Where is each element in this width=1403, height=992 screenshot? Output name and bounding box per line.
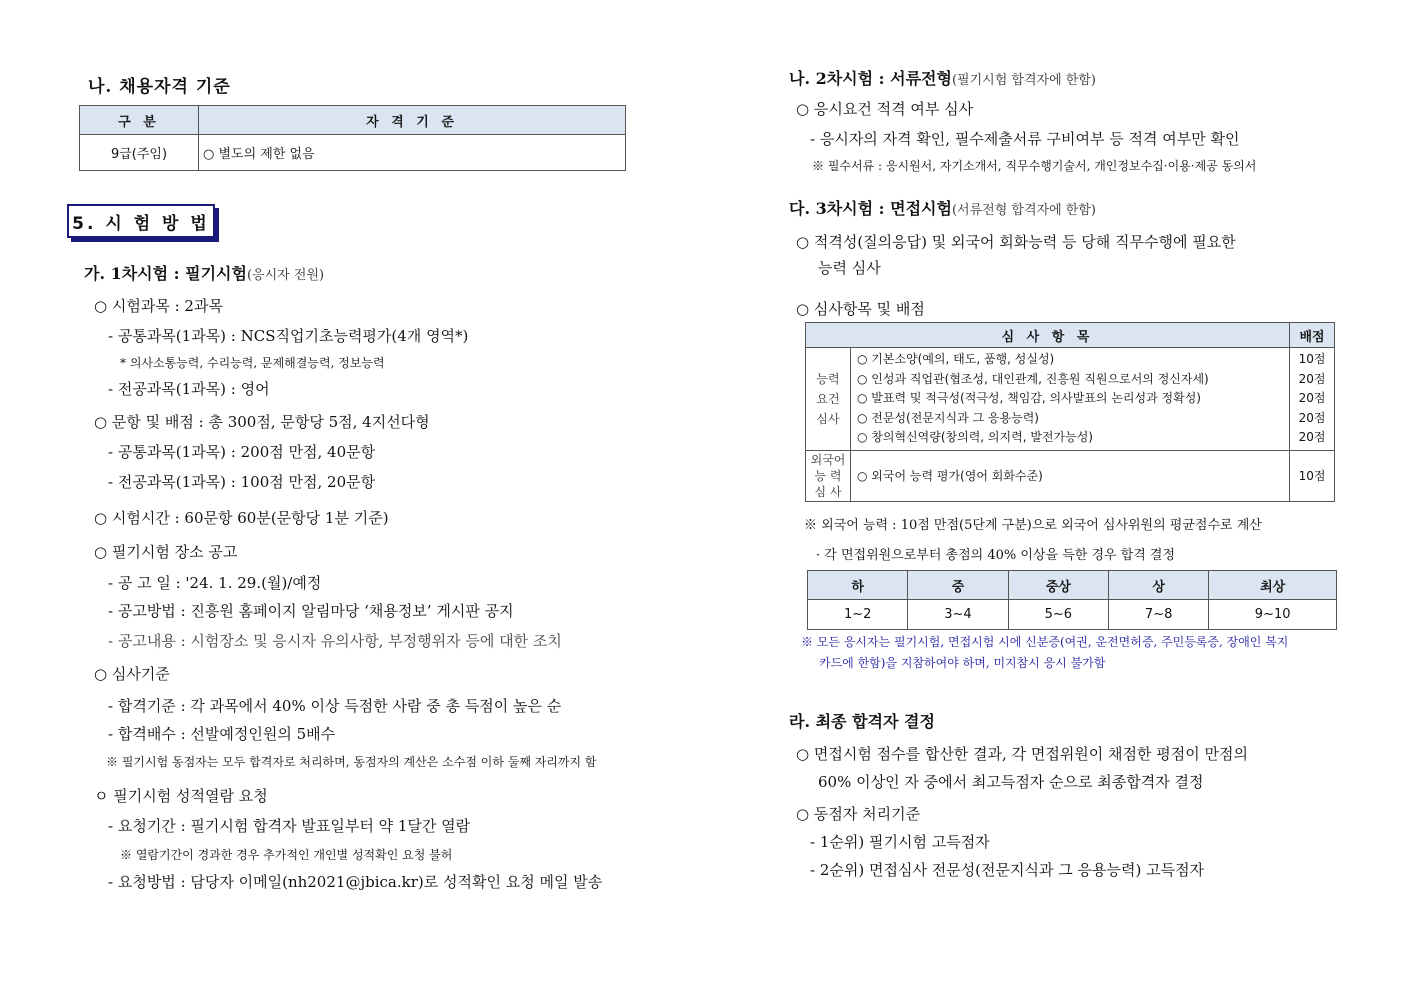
score-value: 10점 [1290, 450, 1335, 501]
list-item: - 요청기간 : 필기시험 합격자 발표일부터 약 1달간 열람 [108, 817, 471, 835]
score-value: 20점 [1298, 410, 1326, 425]
stage3-title-main: 다. 3차시험 : 면접시험 [789, 199, 952, 218]
list-item: - 전공과목(1과목) : 영어 [108, 380, 270, 398]
qual-col-header-criteria: 자 격 기 준 [199, 106, 626, 135]
stage1-title-main: 가. 1차시험 : 필기시험 [84, 264, 247, 283]
list-item: ○ 문항 및 배점 : 총 300점, 문항당 5점, 4지선다형 [94, 413, 430, 431]
stage2-title-main: 나. 2차시험 : 서류전형 [789, 69, 952, 88]
qualification-table [79, 105, 626, 171]
list-item: - 공고방법 : 진흥원 홈페이지 알림마당 ‘채용정보’ 게시판 공지 [108, 602, 514, 620]
qual-criteria-cell: ○ 별도의 제한 없음 [199, 135, 626, 171]
table-row [808, 600, 1337, 630]
table-row [806, 450, 1335, 501]
score-item: ○ 발표력 및 적극성(적극성, 책임감, 의사발표의 논리성과 정확성) [857, 391, 1201, 406]
stage3-title-sub: (서류전형 합격자에 한함) [951, 203, 1096, 218]
final-title: 라. 최종 합격자 결정 [789, 712, 935, 731]
score-group-label: 능력 요건 심사 [806, 348, 851, 451]
stage3-title [789, 196, 1096, 219]
score-value: 10점 [1298, 352, 1326, 366]
list-item: - 전공과목(1과목) : 100점 만점, 20문항 [108, 473, 376, 491]
score-col-header-points: 배점 [1290, 323, 1335, 348]
grade-table [807, 570, 1337, 630]
qual-col-header-category: 구 분 [80, 106, 199, 135]
grade-header: 중 [908, 571, 1008, 600]
list-item: - 2순위) 면접심사 전문성(전문지식과 그 응용능력) 고득점자 [810, 861, 1205, 879]
table-row [80, 135, 626, 171]
list-item: ※ 필수서류 : 응시원서, 자기소개서, 직무수행기술서, 개인정보수집·이용·제공 동의서 [812, 159, 1257, 173]
list-item: ○ 적격성(질의응답) 및 외국어 회화능력 등 당해 직무수행에 필요한 [796, 233, 1236, 251]
list-item: ○ 심사항목 및 배점 [796, 300, 925, 318]
score-item: ○ 기본소양(예의, 태도, 품행, 성실성) [857, 352, 1055, 366]
grade-header: 중상 [1008, 571, 1108, 600]
list-item: ㅇ 필기시험 성적열람 요청 [94, 787, 268, 805]
grade-value: 5~6 [1008, 600, 1108, 630]
score-value: 20점 [1298, 371, 1326, 386]
stage2-title [789, 66, 1096, 89]
list-item: - 1순위) 필기시험 고득점자 [810, 833, 990, 851]
list-item: ○ 시험시간 : 60문항 60분(문항당 1분 기준) [94, 509, 389, 527]
score-item: ○ 인성과 직업관(협조성, 대인관계, 진흥원 직원으로서의 정신자세) [857, 371, 1209, 386]
score-item: ○ 외국어 능력 평가(영어 회화수준) [851, 450, 1290, 501]
score-value: 20점 [1298, 391, 1326, 406]
score-item: ○ 전문성(전문지식과 그 응용능력) [857, 410, 1039, 425]
score-value: 20점 [1298, 430, 1326, 445]
list-item: - 공고내용 : 시험장소 및 응시자 유의사항, 부정행위자 등에 대한 조치 [108, 632, 562, 650]
grade-value: 7~8 [1108, 600, 1208, 630]
score-group-label: 외국어 능 력 심 사 [806, 450, 851, 501]
id-warning-line1: ※ 모든 응시자는 필기시험, 면접시험 시에 신분증(여권, 운전면허증, 주민등록증, 장애인 복지 [801, 635, 1289, 649]
score-item: ○ 창의혁신역량(창의력, 의지력, 발전가능성) [857, 430, 1093, 445]
list-item: - 응시자의 자격 확인, 필수제출서류 구비여부 등 적격 여부만 확인 [810, 130, 1240, 148]
list-item: - 공통과목(1과목) : NCS직업기초능력평가(4개 영역*) [108, 327, 469, 345]
list-item: - 합격기준 : 각 과목에서 40% 이상 득점한 사람 중 총 득점이 높은 순 [108, 697, 562, 715]
id-warning-line2: 카드에 한함)을 지참하여야 하며, 미지참시 응시 불가함 [819, 656, 1106, 670]
list-item: * 의사소통능력, 수리능력, 문제해결능력, 정보능력 [120, 356, 385, 370]
list-item: - 요청방법 : 담당자 이메일(nh2021@jbica.kr)로 성적확인 요청 메일 발송 [108, 873, 603, 891]
list-item: ○ 심사기준 [94, 665, 170, 683]
list-item: 60% 이상인 자 중에서 최고득점자 순으로 최종합격자 결정 [818, 773, 1204, 791]
grade-value: 3~4 [908, 600, 1008, 630]
stage1-title-sub: (응시자 전원) [246, 268, 325, 283]
qual-grade-cell: 9급(주임) [80, 135, 199, 171]
list-item: ○ 면접시험 점수를 합산한 결과, 각 면접위원이 채점한 평점이 만점의 [796, 745, 1249, 763]
list-item: ○ 응시요건 적격 여부 심사 [796, 100, 974, 118]
grade-header: 최상 [1209, 571, 1337, 600]
list-item: - 공 고 일 : '24. 1. 29.(월)/예정 [108, 574, 322, 592]
grade-header: 하 [808, 571, 908, 600]
foreign-language-note: ※ 외국어 능력 : 10점 만점(5단계 구분)으로 외국어 심사위원의 평균점수로 계산 [804, 518, 1262, 533]
stage1-title [84, 261, 324, 284]
list-item: - 합격배수 : 선발예정인원의 5배수 [108, 725, 336, 743]
list-item: ○ 시험과목 : 2과목 [94, 297, 223, 315]
list-item: 능력 심사 [818, 259, 881, 277]
qual-heading: 나. 채용자격 기준 [88, 77, 231, 97]
list-item: ※ 필기시험 동점자는 모두 합격자로 처리하며, 동점자의 계산은 소수점 이하 둘째 자리까지 함 [106, 755, 597, 769]
score-table [805, 322, 1335, 502]
score-col-header-items: 심 사 항 목 [806, 323, 1290, 348]
pass-criteria-note: · 각 면접위원으로부터 총점의 40% 이상을 득한 경우 합격 결정 [816, 548, 1176, 563]
grade-value: 9~10 [1209, 600, 1337, 630]
section-title: 5. 시 험 방 법 [67, 204, 215, 238]
stage2-title-sub: (필기시험 합격자에 한함) [951, 73, 1096, 88]
score-group-points [1290, 348, 1335, 451]
table-row [806, 348, 1335, 451]
list-item: ※ 열람기간이 경과한 경우 추가적인 개인별 성적확인 요청 불허 [120, 848, 453, 862]
list-item: - 공통과목(1과목) : 200점 만점, 40문항 [108, 443, 376, 461]
list-item: ○ 필기시험 장소 공고 [94, 543, 238, 561]
grade-value: 1~2 [808, 600, 908, 630]
score-group-items [851, 348, 1290, 451]
list-item: ○ 동점자 처리기준 [796, 805, 921, 823]
grade-header: 상 [1108, 571, 1208, 600]
